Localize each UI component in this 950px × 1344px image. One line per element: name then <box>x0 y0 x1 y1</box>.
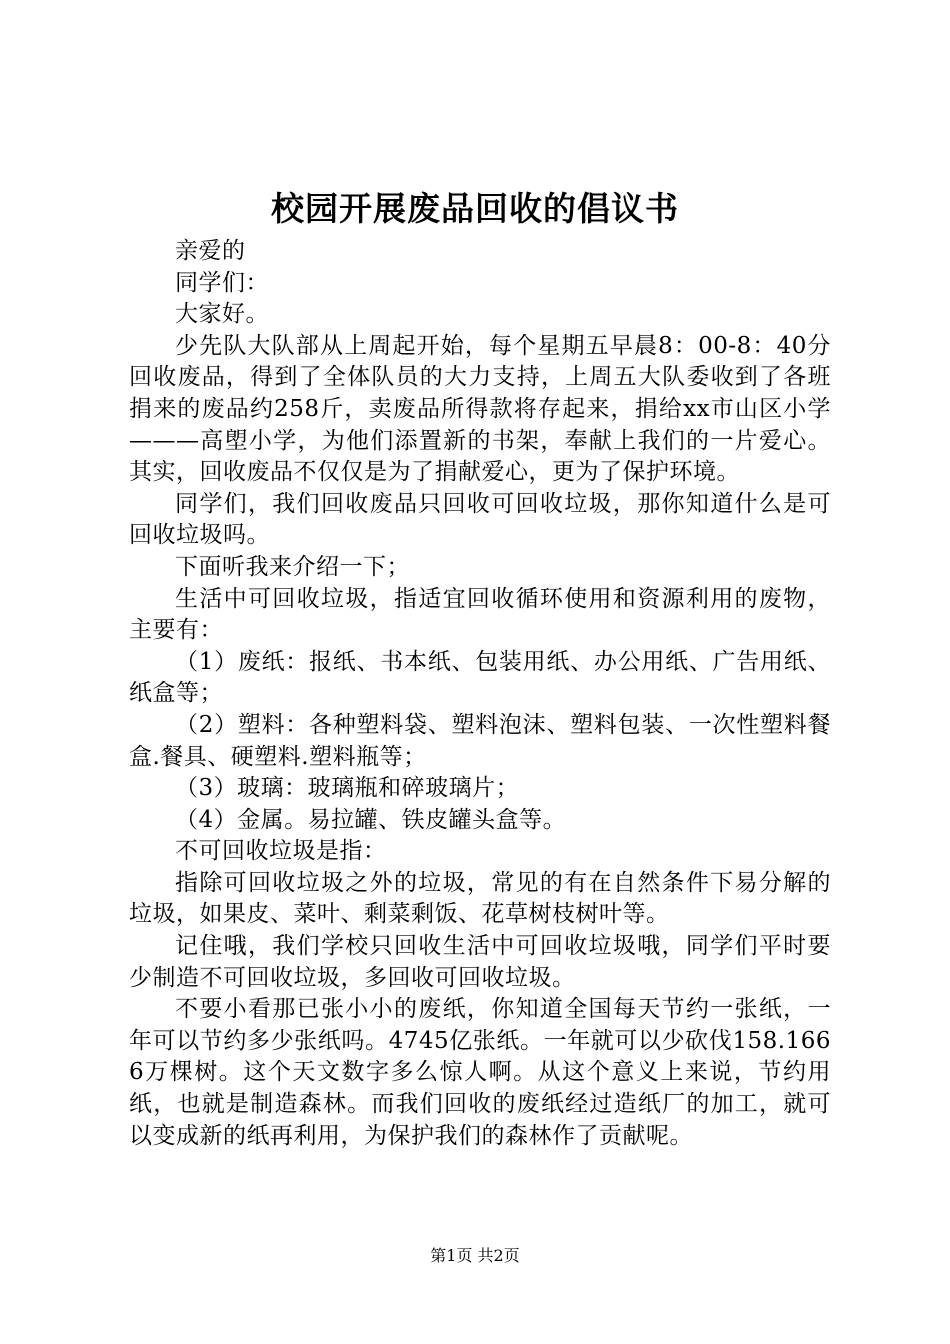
page-footer: 第1页 共2页 <box>430 1246 520 1265</box>
paragraph: 记住哦，我们学校只回收生活中可回收垃圾哦，同学们平时要少制造不可回收垃圾，多回收可回收垃圾。 <box>129 933 831 991</box>
paragraph: 同学们，我们回收废品只回收可回收垃圾，那你知道什么是可回收垃圾吗。 <box>129 490 831 549</box>
list-item: （2）塑料：各种塑料袋、塑料泡沫、塑料包装、一次性塑料餐盒.餐具、硬塑料.塑料瓶等； <box>129 711 831 770</box>
paragraph: 亲爱的 <box>175 238 246 264</box>
document-title: 校园开展废品回收的倡议书 <box>271 189 679 228</box>
paragraph: 大家好。 <box>175 301 269 328</box>
document-body <box>129 236 831 1152</box>
list-item: （4）金属。易拉罐、铁皮罐头盒等。 <box>175 806 567 833</box>
paragraph: 不要小看那已张小小的废纸，你知道全国每天节约一张纸，一年可以节约多少张纸吗。4745亿张纸。一年就可以少砍伐158.1666万棵树。这个天文数字多么惊人啊。从这个意义上来说，节约用纸，也就是制造森林。而我们回收的废纸经过造纸厂的加工，就可以变成新的纸再利用，为保护我们的森林作了贡献呢。 <box>129 996 831 1149</box>
list-item: （3）玻璃：玻璃瓶和碎玻璃片； <box>175 775 520 802</box>
paragraph: 不可回收垃圾是指： <box>175 838 387 865</box>
paragraph: 指除可回收垃圾之外的垃圾，常见的有在自然条件下易分解的垃圾，如果皮、菜叶、剩菜剩饭、花草树枝树叶等。 <box>129 869 831 928</box>
list-item: （1）废纸：报纸、书本纸、包装用纸、办公用纸、广告用纸、纸盒等； <box>129 648 831 707</box>
paragraph: 下面听我来介绍一下； <box>175 553 410 580</box>
paragraph: 少先队大队部从上周起开始，每个星期五早晨8：00-8：40分回收废品，得到了全体队员的大力支持，上周五大队委收到了各班捐来的废品约258斤，卖废品所得款将存起来，捐给xx市山区小学———高塱小学，为他们添置新的书架，奉献上我们的一片爱心。其实，回收废品不仅仅是为了捐献爱心，更为了保护环境。 <box>129 332 831 486</box>
paragraph: 同学们： <box>175 269 269 296</box>
paragraph: 生活中可回收垃圾，指适宜回收循环使用和资源利用的废物，主要有： <box>129 585 831 644</box>
